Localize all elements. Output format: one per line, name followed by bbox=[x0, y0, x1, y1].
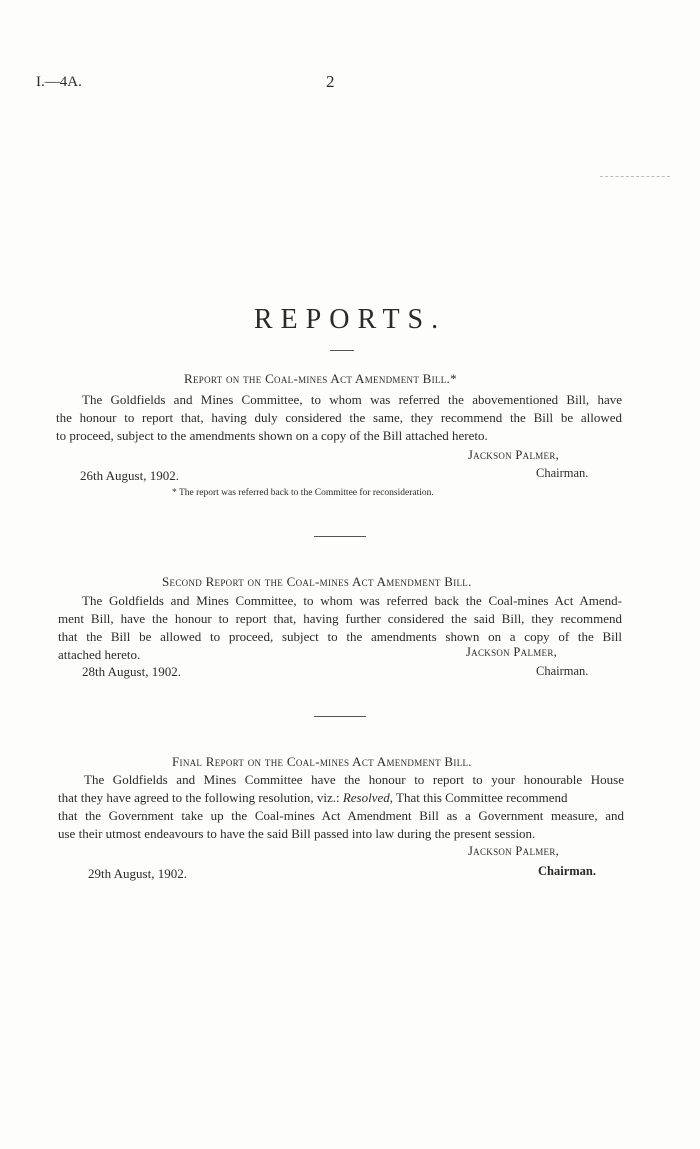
report3-line-1: The Goldfields and Mines Committee have the honour to report to your honourable House bbox=[84, 772, 624, 787]
report1-date: 26th August, 1902. bbox=[80, 468, 179, 483]
report1-line-1: The Goldfields and Mines Committee, to whom was referred the abovementioned Bill, have bbox=[82, 392, 622, 407]
page-title: REPORTS. bbox=[253, 304, 447, 335]
report2-line-4: attached hereto. bbox=[58, 647, 141, 662]
section-divider-1 bbox=[314, 536, 366, 537]
report2-signatory: Jackson Palmer, bbox=[466, 645, 558, 659]
report3-line-2-tail: That this Committee recommend bbox=[396, 790, 568, 805]
report2-date: 28th August, 1902. bbox=[82, 664, 181, 679]
report3-date: 29th August, 1902. bbox=[88, 866, 187, 881]
report2-line-3: that the Bill be allowed to proceed, subject to the amendments shown on a copy of the Bill bbox=[58, 629, 622, 644]
title-divider bbox=[330, 350, 354, 351]
report2-line-1: The Goldfields and Mines Committee, to whom was referred back the Coal-mines Act Amend- bbox=[82, 593, 622, 608]
document-reference: I.—4A. bbox=[36, 74, 82, 90]
report1-line-3: to proceed, subject to the amendments shown on a copy of the Bill attached hereto. bbox=[56, 428, 488, 443]
scan-mark bbox=[600, 176, 670, 177]
report3-line-4: use their utmost endeavours to have the said Bill passed into law during the present session. bbox=[58, 826, 536, 841]
report3-line-3: that the Government take up the Coal-mines Act Amendment Bill as a Government measure, and bbox=[58, 808, 624, 823]
report3-line-2-text: that they have agreed to the following resolution, viz.: bbox=[58, 790, 340, 805]
report3-signatory: Jackson Palmer, bbox=[468, 844, 560, 858]
report3-role: Chairman. bbox=[538, 864, 596, 878]
report1-heading: Report on the Coal-mines Act Amendment Bill.* bbox=[184, 371, 457, 386]
report2-line-2: ment Bill, have the honour to report that, having further considered the said Bill, they recommend bbox=[58, 611, 622, 626]
report3-heading: Final Report on the Coal-mines Act Amendment Bill. bbox=[172, 754, 472, 769]
report1-signatory: Jackson Palmer, bbox=[468, 448, 560, 462]
report2-role: Chairman. bbox=[536, 664, 589, 678]
page-number: 2 bbox=[326, 72, 335, 91]
report1-role: Chairman. bbox=[536, 466, 589, 480]
report1-footnote: * The report was referred back to the Committee for reconsideration. bbox=[172, 488, 434, 498]
section-divider-2 bbox=[314, 716, 366, 717]
resolved-word: Resolved, bbox=[342, 790, 394, 805]
report3-line-2 bbox=[58, 790, 568, 806]
report2-heading: Second Report on the Coal-mines Act Amendment Bill. bbox=[162, 574, 472, 589]
report1-line-2: the honour to report that, having duly considered the same, they recommend the Bill be allowed bbox=[56, 410, 622, 425]
